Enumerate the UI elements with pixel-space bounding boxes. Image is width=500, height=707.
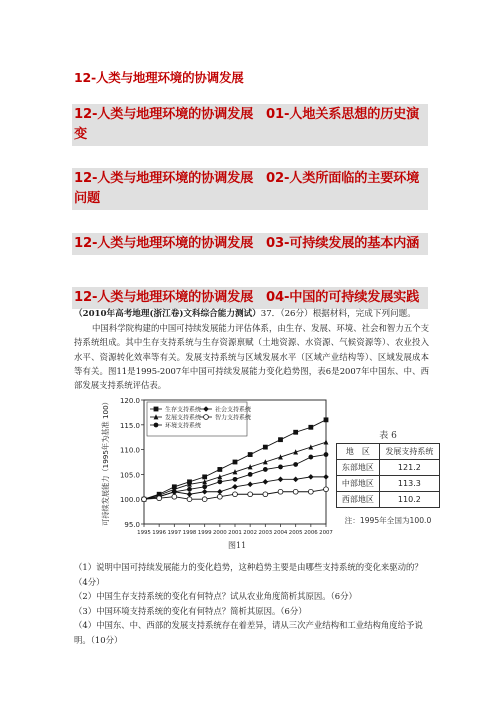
data-point-square	[263, 445, 268, 450]
table-row	[337, 476, 440, 492]
data-point-circle	[293, 462, 298, 467]
data-point-open-circle	[248, 492, 253, 497]
data-point-diamond	[278, 477, 284, 483]
table-row	[337, 492, 440, 508]
legend-label: 环境支持系统	[165, 422, 202, 430]
data-point-open-circle	[217, 494, 222, 499]
x-tick-label: 2004	[273, 530, 288, 536]
heading-section-01-line2: 变	[74, 127, 87, 142]
table-header-cell: 地 区	[337, 444, 380, 460]
x-tick-label: 2005	[288, 530, 303, 536]
y-axis-label: 可持续发展能力（1995年为基准 100）	[101, 398, 110, 526]
data-point-diamond	[323, 474, 329, 480]
y-tick-label: 115.0	[119, 421, 140, 430]
x-tick-label: 2006	[303, 530, 318, 536]
data-point-square	[324, 417, 329, 422]
heading-section-01	[72, 104, 428, 146]
data-point-diamond	[187, 491, 193, 497]
data-point-open-circle	[202, 497, 207, 502]
heading-section-03-line1: 12-人类与地理环境的协调发展 03-可持续发展的基本内涵	[74, 236, 420, 251]
legend-label: 智力支持系统	[215, 414, 252, 422]
data-point-circle	[217, 479, 222, 484]
heading-section-02-line1: 12-人类与地理环境的协调发展 02-人类所面临的主要环境	[74, 171, 420, 186]
heading-main-text: 12-人类与地理环境的协调发展	[74, 70, 244, 85]
data-point-diamond	[232, 484, 238, 490]
table-cell: 113.3	[379, 476, 439, 492]
data-point-diamond	[308, 474, 314, 480]
exam-source	[74, 307, 429, 321]
data-point-diamond	[202, 489, 208, 495]
data-point-square	[217, 467, 222, 472]
data-point-open-circle	[172, 494, 177, 499]
table-6-grid	[336, 443, 440, 508]
data-point-square	[233, 460, 238, 465]
intro-paragraph: 中国科学院构建的中国可持续发展能力评估体系，由生存、发展、环境、社会和智力五个支持系统组成。其中生存支持系统与生存资源禀赋（土地资源、水资源、气候资源等）、农业投入水平、资源转化效率等有关。发展支持系统与区域发展水平（区域产业结构等）、区域发展成本等有关。图11是1995-2007年中国可持续发展能力变化趋势图，表6是2007年中国东、中、西部发展支持系统评估表。	[74, 323, 429, 391]
x-tick-label: 2000	[212, 530, 227, 536]
table-header-row	[337, 444, 440, 460]
data-point-square	[248, 452, 253, 457]
data-point-open-circle	[157, 496, 162, 501]
data-point-open-circle	[278, 489, 283, 494]
question-item: （2）中国生存支持系统的变化有何特点？试从农业角度简析其原因。（6分）	[74, 591, 357, 601]
y-tick-label: 110.0	[119, 446, 140, 455]
data-point-circle	[187, 487, 192, 492]
data-point-square	[154, 407, 159, 412]
data-point-circle	[154, 423, 159, 428]
figure-caption: 图11	[228, 541, 247, 550]
data-point-square	[278, 437, 283, 442]
data-point-diamond	[247, 482, 253, 488]
table-header-cell: 发展支持系统	[379, 444, 439, 460]
data-point-circle	[278, 465, 283, 470]
data-point-circle	[233, 477, 238, 482]
data-point-open-circle	[187, 497, 192, 502]
heading-section-03	[72, 233, 428, 255]
table-cell: 121.2	[379, 460, 439, 476]
table-cell: 中部地区	[337, 476, 380, 492]
data-point-open-circle	[293, 489, 298, 494]
x-tick-label: 1997	[167, 530, 182, 536]
table-6	[336, 428, 440, 526]
trend-chart	[94, 392, 336, 552]
data-point-circle	[263, 467, 268, 472]
exam-source-tag: （2010年高考地理(浙江卷)文科综合能力测试）	[74, 309, 261, 319]
heading-main	[74, 68, 430, 88]
data-point-square	[202, 474, 207, 479]
x-tick-label: 1995	[137, 530, 151, 536]
question-item: （3）中国环境支持系统的变化有何特点？简析其原因。（6分）	[74, 605, 307, 616]
data-point-diamond	[263, 479, 269, 485]
legend-label: 社会支持系统	[215, 406, 252, 414]
data-point-square	[308, 425, 313, 430]
x-tick-label: 2002	[243, 530, 258, 536]
heading-section-04	[72, 287, 428, 309]
y-tick-label: 95.0	[124, 521, 140, 529]
y-tick-label: 105.0	[119, 471, 140, 480]
x-tick-label: 2007	[319, 530, 333, 536]
x-tick-label: 2001	[228, 530, 242, 536]
data-point-square	[293, 430, 298, 435]
data-point-open-circle	[204, 415, 209, 420]
exam-source-rest: 37．（26分）根据材料，完成下列问题。	[260, 309, 416, 319]
legend-label: 发展支持系统	[165, 414, 202, 422]
x-tick-label: 1998	[182, 530, 197, 536]
data-point-circle	[308, 455, 313, 460]
x-tick-label: 2003	[258, 530, 273, 536]
x-tick-label: 1999	[197, 530, 212, 536]
heading-section-02	[72, 168, 428, 210]
table-row	[337, 460, 440, 476]
data-point-diamond	[217, 489, 223, 495]
table-cell: 东部地区	[337, 460, 380, 476]
data-point-circle	[324, 452, 329, 457]
heading-section-02-line2: 问题	[74, 191, 100, 206]
table-cell: 西部地区	[337, 492, 380, 508]
data-point-triangle	[324, 439, 329, 444]
data-point-circle	[202, 484, 207, 489]
data-point-open-circle	[263, 492, 268, 497]
data-point-diamond	[293, 477, 299, 483]
heading-section-01-line1: 12-人类与地理环境的协调发展 01-人地关系思想的历史演	[74, 107, 420, 122]
x-tick-label: 1996	[152, 530, 167, 536]
question-item: （4）中国东、中、西部的发展支持系统存在着差异，请从三次产业结构和工业结构角度给予说明。（10分）	[74, 620, 423, 645]
question-list	[74, 560, 434, 647]
table-cell: 110.2	[379, 492, 439, 508]
table-6-note: 注：1995年全国为100.0	[344, 516, 432, 525]
table-6-title: 表 6	[379, 431, 397, 441]
legend-label: 生存支持系统	[165, 406, 202, 414]
question-item: （1）说明中国可持续发展能力的变化趋势，这种趋势主要是由哪些支持系统的变化来驱动的？（4分）	[74, 562, 423, 587]
data-point-open-circle	[233, 492, 238, 497]
data-point-open-circle	[308, 489, 313, 494]
figure-11	[94, 392, 336, 552]
data-point-circle	[248, 472, 253, 477]
heading-section-04-line1: 12-人类与地理环境的协调发展 04-中国的可持续发展实践	[74, 290, 420, 305]
data-point-open-circle	[324, 487, 329, 492]
y-tick-label: 120.0	[119, 397, 140, 405]
y-tick-label: 100.0	[119, 496, 140, 505]
data-point-open-circle	[142, 497, 147, 502]
